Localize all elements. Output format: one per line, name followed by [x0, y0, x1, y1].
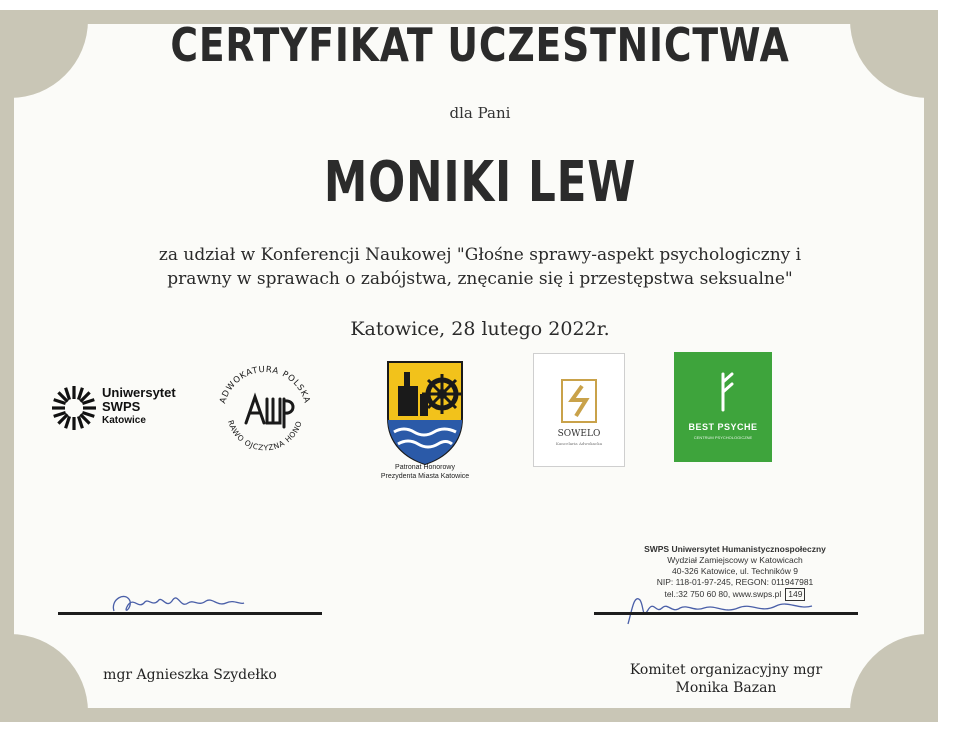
sowelo-emblem-icon [534, 358, 624, 428]
signer-right-line-2: Monika Bazan [675, 680, 777, 696]
signature-right [620, 580, 820, 630]
katowice-coat-of-arms [380, 358, 470, 480]
adwokatura-logo [210, 355, 320, 465]
signer-right [584, 661, 868, 697]
adwokatura-arc-bottom: RAWO OJCZYZNA HONO [226, 419, 304, 453]
best-psyche-rune-icon [674, 352, 772, 422]
sowelo-logo [533, 353, 625, 467]
signature-left [108, 585, 248, 621]
salutation: dla Pani [449, 104, 511, 122]
signer-left-name: mgr Agnieszka Szydełko [103, 667, 277, 683]
sowelo-subtitle: Kancelaria Adwokacka [555, 441, 603, 446]
best-psyche-logo [674, 352, 772, 462]
patronage-caption [365, 463, 485, 481]
stamp-line-4: NIP: 118-01-97-245, REGON: 011947981 [656, 577, 814, 587]
swps-burst-icon [50, 384, 98, 432]
swps-wordmark [102, 386, 176, 428]
signer-right-line-1: Komitet organizacyjny mgr [629, 662, 823, 678]
best-psyche-name: BEST PSYCHE [688, 422, 758, 432]
patronage-caption-line-2: Prezydenta Miasta Katowice [380, 473, 470, 480]
corner-ornament [10, 20, 88, 98]
best-psyche-subtitle: CENTRUM PSYCHOLOGICZNE [693, 435, 753, 440]
swps-logo [50, 380, 200, 440]
description-line-1: za udział w Konferencji Naukowej "Głośne sprawy-aspekt psychologiczny i [158, 245, 802, 265]
adwokatura-monogram-icon [246, 397, 293, 427]
swps-line-2: SWPS [102, 399, 141, 414]
swps-line-3: Katowice [102, 415, 146, 426]
stamp-line-3: 40-326 Katowice, ul. Techników 9 [671, 566, 798, 576]
recipient-name: MONIKI LEW [323, 150, 637, 215]
adwokatura-arc-top: ADWOKATURA POLSKA [218, 364, 312, 405]
stamp-contact: tel.:32 750 60 80, www.swps.pl [664, 589, 782, 599]
swps-line-1: Uniwersytet [102, 385, 176, 400]
signature-line-left [58, 612, 322, 615]
stamp-box-number: 149 [785, 588, 805, 601]
signature-line-right [594, 612, 858, 615]
conference-description [110, 243, 850, 291]
stamp-line-1: SWPS Uniwersytet Humanistycznospołeczny [644, 544, 826, 554]
certificate-title: CERTYFIKAT UCZESTNICTWA [170, 18, 790, 72]
stamp-line-2: Wydział Zamiejscowy w Katowicach [667, 555, 803, 565]
svg-text:ADWOKATURA POLSKA [218, 365, 312, 405]
coat-of-arms-icon [380, 358, 470, 468]
place-date: Katowice, 28 lutego 2022r. [350, 318, 610, 340]
patronage-caption-line-1: Patronat Honorowy [395, 464, 455, 471]
adwokatura-seal-icon [210, 355, 320, 465]
description-line-2: prawny w sprawach o zabójstwa, znęcanie się i przestępstwa seksualne" [167, 269, 793, 289]
sowelo-name: SOWELO [557, 429, 601, 439]
